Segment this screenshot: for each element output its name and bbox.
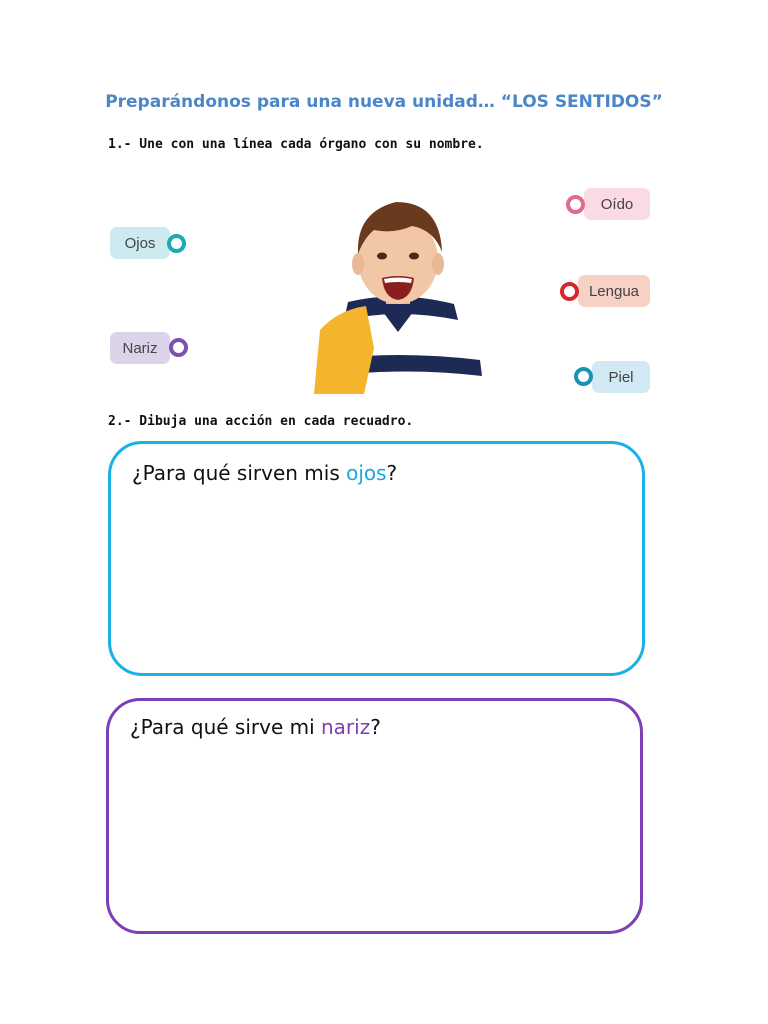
ring-oido-icon bbox=[566, 195, 585, 214]
ring-lengua-icon bbox=[560, 282, 579, 301]
question-eyes: ¿Para qué sirven mis ojos? bbox=[132, 461, 398, 485]
highlight-nariz: nariz bbox=[321, 715, 371, 739]
boy-photo bbox=[308, 190, 488, 394]
ring-ojos-icon bbox=[167, 234, 186, 253]
worksheet-title: Preparándonos para una nueva unidad… “LOS SENTIDOS” bbox=[105, 92, 663, 112]
question-nose: ¿Para qué sirve mi nariz? bbox=[130, 715, 381, 739]
tag-ojos: Ojos bbox=[110, 227, 170, 259]
tag-oido: Oído bbox=[584, 188, 650, 220]
tag-piel: Piel bbox=[592, 361, 650, 393]
ring-piel-icon bbox=[574, 367, 593, 386]
tag-nariz: Nariz bbox=[110, 332, 170, 364]
shirt-yellow bbox=[314, 306, 374, 394]
ring-nariz-icon bbox=[169, 338, 188, 357]
instruction-2: 2.- Dibuja una acción en cada recuadro. bbox=[108, 414, 414, 429]
tag-lengua: Lengua bbox=[578, 275, 650, 307]
instruction-1: 1.- Une con una línea cada órgano con su nombre. bbox=[108, 137, 484, 152]
highlight-ojos: ojos bbox=[346, 461, 387, 485]
